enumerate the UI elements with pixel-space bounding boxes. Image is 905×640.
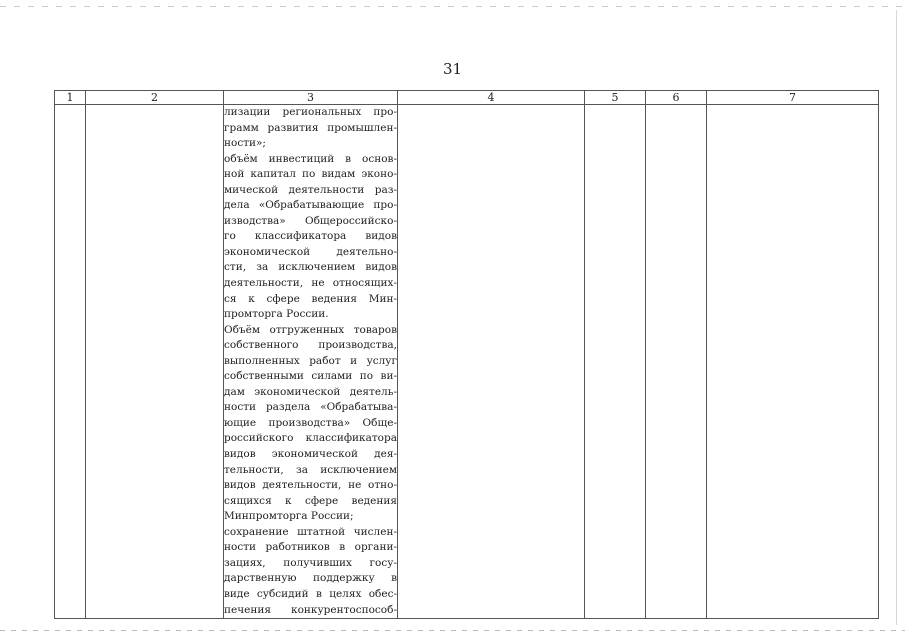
- text-line: дарственную поддержку в: [224, 572, 397, 585]
- text-line: лизации региональных про-: [224, 106, 397, 118]
- text-line: грамм развития промышлен-: [224, 121, 397, 134]
- text-line: зациях, получивших госу-: [224, 556, 397, 569]
- text-line: промторга России.: [224, 308, 329, 321]
- text-line: объём инвестиций в основ-: [224, 152, 397, 165]
- text-line: мической деятельности раз-: [224, 183, 397, 196]
- column-header-5: 5: [585, 91, 646, 105]
- column-header-7: 7: [707, 91, 879, 105]
- text-line: ности»;: [224, 137, 266, 150]
- text-line: ной капитал по видам эконо-: [224, 168, 397, 181]
- text-line: собственными силами по ви-: [224, 370, 397, 383]
- text-line: сохранение штатной числен-: [224, 525, 397, 538]
- column-header-1: 1: [55, 91, 86, 105]
- cell-col-3-indicators: [224, 105, 398, 619]
- text-line: выполненных работ и услуг: [224, 354, 397, 367]
- text-line: го классификатора видов: [224, 230, 397, 243]
- text-line: Минпромторга России;: [224, 510, 354, 523]
- scan-edge-bottom: [0, 630, 905, 631]
- text-line: изводства» Общероссийско-: [224, 214, 397, 227]
- text-line: ся к сфере ведения Мин-: [224, 292, 397, 305]
- text-line: сти, за исключением видов: [224, 261, 397, 274]
- text-line: деятельности, не относящих-: [224, 277, 397, 290]
- scan-edge-right: [896, 10, 897, 625]
- cell-col-4: [398, 105, 585, 619]
- table-header-row: [55, 91, 879, 105]
- text-line: сящихся к сфере ведения: [224, 494, 397, 507]
- cell-col-6: [646, 105, 707, 619]
- column-header-3: 3: [224, 91, 398, 105]
- text-line: видов экономической дея-: [224, 448, 397, 461]
- column-header-2: 2: [86, 91, 224, 105]
- cell-col-7: [707, 105, 879, 619]
- text-line: дам экономической деятель-: [224, 385, 397, 398]
- text-line: тельности, за исключением: [224, 463, 397, 476]
- text-line: ности раздела «Обрабатыва-: [224, 401, 397, 414]
- text-line: собственного производства,: [224, 339, 397, 352]
- text-line: видов деятельности, не отно-: [224, 479, 397, 492]
- table-row: [55, 105, 879, 619]
- text-line: Объём отгруженных товаров: [224, 323, 397, 336]
- text-line: виде субсидий в целях обес-: [224, 587, 397, 600]
- document-table: [54, 90, 879, 619]
- text-line: дела «Обрабатывающие про-: [224, 199, 397, 212]
- column-header-4: 4: [398, 91, 585, 105]
- cell-col-1: [55, 105, 86, 619]
- text-line: ющие производства» Обще-: [224, 416, 397, 429]
- page-number: 31: [442, 60, 463, 78]
- cell-col-5: [585, 105, 646, 619]
- text-line: российского классификатора: [224, 432, 397, 445]
- text-line: ности работников в органи-: [224, 541, 397, 554]
- text-line: экономической деятельно-: [224, 245, 397, 258]
- scan-edge-top: [0, 6, 905, 7]
- column-header-6: 6: [646, 91, 707, 105]
- cell-col-2: [86, 105, 224, 619]
- indicator-text: [224, 105, 397, 618]
- text-line: печения конкурентоспособ-: [224, 603, 397, 616]
